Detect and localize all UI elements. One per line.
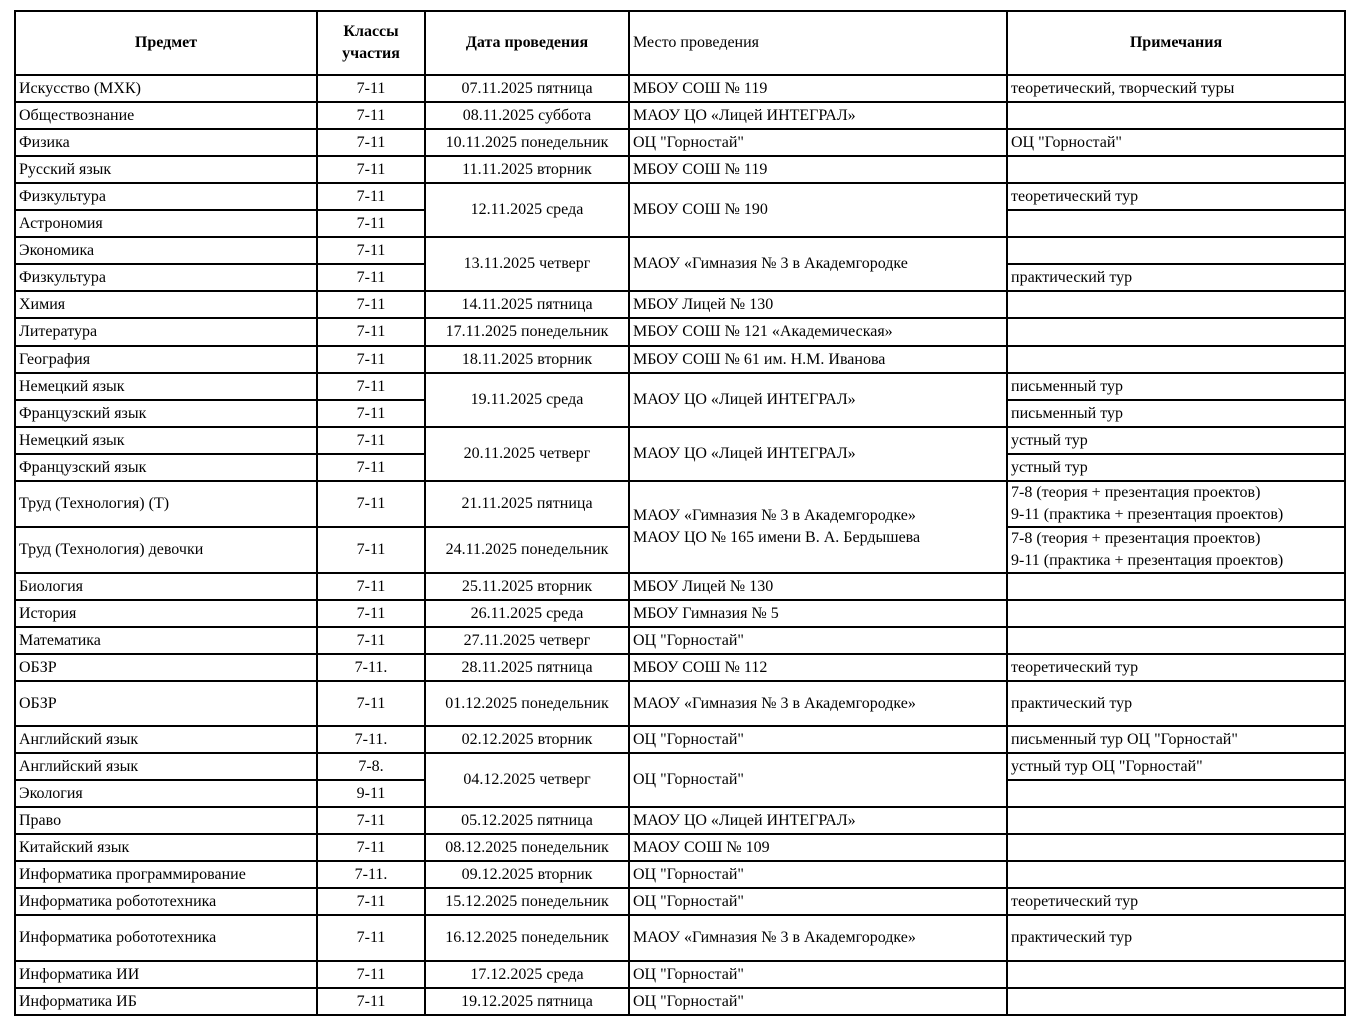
classes-cell: 7-11: [317, 318, 425, 346]
place-cell: МАОУ «Гимназия № 3 в Академгородке»: [629, 681, 1007, 726]
place-cell: МАОУ ЦО «Лицей ИНТЕГРАЛ»: [629, 373, 1007, 427]
classes-cell: 7-11: [317, 681, 425, 726]
table-row: [15, 237, 1345, 264]
notes-cell: ОЦ "Горностай": [1007, 129, 1345, 156]
place-cell: МАОУ СОШ № 109: [629, 834, 1007, 861]
notes-cell: практический тур: [1007, 681, 1345, 726]
notes-cell: письменный тур ОЦ "Горностай": [1007, 726, 1345, 753]
date-cell: 27.11.2025 четверг: [425, 627, 629, 654]
table-row: [15, 573, 1345, 600]
classes-cell: 7-11: [317, 291, 425, 318]
classes-cell: 7-11: [317, 264, 425, 291]
place-cell: МБОУ СОШ № 121 «Академическая»: [629, 318, 1007, 346]
subject-cell: Физкультура: [15, 264, 317, 291]
notes-cell: [1007, 102, 1345, 129]
date-cell: 13.11.2025 четверг: [425, 237, 629, 291]
date-cell: 26.11.2025 среда: [425, 600, 629, 627]
table-row: [15, 183, 1345, 210]
date-cell: 02.12.2025 вторник: [425, 726, 629, 753]
notes-cell: [1007, 573, 1345, 600]
date-cell: 14.11.2025 пятница: [425, 291, 629, 318]
classes-cell: 7-11: [317, 834, 425, 861]
header-classes: Классы участия: [317, 11, 425, 75]
subject-cell: Труд (Технология) девочки: [15, 527, 317, 573]
date-cell: 15.12.2025 понедельник: [425, 888, 629, 915]
date-cell: 25.11.2025 вторник: [425, 573, 629, 600]
subject-cell: Труд (Технология) (Т): [15, 481, 317, 527]
table-row: [15, 915, 1345, 961]
date-cell: 19.12.2025 пятница: [425, 988, 629, 1015]
place-cell: МБОУ Лицей № 130: [629, 291, 1007, 318]
notes-cell: [1007, 961, 1345, 988]
table-row: [15, 102, 1345, 129]
notes-line: 7-8 (теория + презентация проектов): [1011, 530, 1261, 547]
classes-cell: 7-11: [317, 129, 425, 156]
table-row: [15, 156, 1345, 183]
subject-cell: Информатика робототехника: [15, 915, 317, 961]
classes-cell: 9-11: [317, 780, 425, 807]
classes-cell: 7-11: [317, 75, 425, 102]
classes-cell: 7-11: [317, 915, 425, 961]
table-row: [15, 654, 1345, 681]
date-cell: 05.12.2025 пятница: [425, 807, 629, 834]
classes-cell: 7-11.: [317, 861, 425, 888]
date-cell: 01.12.2025 понедельник: [425, 681, 629, 726]
classes-cell: 7-11: [317, 961, 425, 988]
subject-cell: Немецкий язык: [15, 373, 317, 400]
notes-cell: письменный тур: [1007, 373, 1345, 400]
notes-cell: [1007, 988, 1345, 1015]
classes-cell: 7-11: [317, 627, 425, 654]
date-cell: 10.11.2025 понедельник: [425, 129, 629, 156]
date-cell: 17.11.2025 понедельник: [425, 318, 629, 346]
notes-cell: [1007, 481, 1345, 527]
notes-cell: устный тур: [1007, 427, 1345, 454]
place-cell: МБОУ СОШ № 190: [629, 183, 1007, 237]
classes-cell: 7-11: [317, 373, 425, 400]
table-row: [15, 834, 1345, 861]
table-row: [15, 129, 1345, 156]
table-row: [15, 373, 1345, 400]
classes-cell: 7-11: [317, 527, 425, 573]
date-cell: 20.11.2025 четверг: [425, 427, 629, 481]
subject-cell: Право: [15, 807, 317, 834]
place-cell: ОЦ "Горностай": [629, 726, 1007, 753]
subject-cell: Обществознание: [15, 102, 317, 129]
header-date: Дата проведения: [425, 11, 629, 75]
classes-cell: 7-8.: [317, 753, 425, 780]
table-row: [15, 753, 1345, 780]
subject-cell: Литература: [15, 318, 317, 346]
notes-cell: [1007, 318, 1345, 346]
classes-cell: 7-11: [317, 346, 425, 373]
place-line: МАОУ «Гимназия № 3 в Академгородке»: [633, 507, 916, 524]
classes-cell: 7-11: [317, 888, 425, 915]
place-cell: МБОУ Гимназия № 5: [629, 600, 1007, 627]
table-row: [15, 961, 1345, 988]
table-row: [15, 427, 1345, 454]
date-cell: 17.12.2025 среда: [425, 961, 629, 988]
subject-cell: Русский язык: [15, 156, 317, 183]
place-cell: ОЦ "Горностай": [629, 961, 1007, 988]
notes-cell: теоретический тур: [1007, 888, 1345, 915]
subject-cell: Искусство (МХК): [15, 75, 317, 102]
subject-cell: Информатика программирование: [15, 861, 317, 888]
subject-cell: География: [15, 346, 317, 373]
subject-cell: Информатика ИБ: [15, 988, 317, 1015]
place-cell: МАОУ ЦО «Лицей ИНТЕГРАЛ»: [629, 427, 1007, 481]
notes-cell: [1007, 210, 1345, 237]
table-row: [15, 807, 1345, 834]
table-row: [15, 888, 1345, 915]
subject-cell: Биология: [15, 573, 317, 600]
date-cell: 21.11.2025 пятница: [425, 481, 629, 527]
notes-cell: теоретический тур: [1007, 183, 1345, 210]
notes-cell: [1007, 527, 1345, 573]
table-row: [15, 627, 1345, 654]
notes-cell: [1007, 627, 1345, 654]
subject-cell: Китайский язык: [15, 834, 317, 861]
place-cell: МБОУ СОШ № 119: [629, 156, 1007, 183]
place-cell: МАОУ ЦО «Лицей ИНТЕГРАЛ»: [629, 102, 1007, 129]
place-cell: МАОУ «Гимназия № 3 в Академгородке»: [629, 915, 1007, 961]
subject-cell: ОБЗР: [15, 681, 317, 726]
notes-cell: [1007, 156, 1345, 183]
notes-cell: устный тур ОЦ "Горностай": [1007, 753, 1345, 780]
place-line: МАОУ ЦО № 165 имени В. А. Бердышева: [633, 529, 921, 546]
classes-cell: 7-11: [317, 807, 425, 834]
header-row: [15, 11, 1345, 75]
place-cell: [629, 481, 1007, 573]
classes-cell: 7-11: [317, 573, 425, 600]
date-cell: 18.11.2025 вторник: [425, 346, 629, 373]
subject-cell: Английский язык: [15, 726, 317, 753]
notes-line: 9-11 (практика + презентация проектов): [1011, 552, 1284, 569]
place-cell: МБОУ СОШ № 119: [629, 75, 1007, 102]
classes-cell: 7-11: [317, 481, 425, 527]
classes-cell: 7-11: [317, 102, 425, 129]
notes-cell: теоретический, творческий туры: [1007, 75, 1345, 102]
classes-cell: 7-11: [317, 988, 425, 1015]
date-cell: 08.12.2025 понедельник: [425, 834, 629, 861]
place-cell: ОЦ "Горностай": [629, 129, 1007, 156]
notes-cell: [1007, 807, 1345, 834]
subject-cell: История: [15, 600, 317, 627]
date-cell: 16.12.2025 понедельник: [425, 915, 629, 961]
subject-cell: Информатика ИИ: [15, 961, 317, 988]
notes-cell: теоретический тур: [1007, 654, 1345, 681]
notes-cell: [1007, 237, 1345, 264]
subject-cell: ОБЗР: [15, 654, 317, 681]
olympiad-schedule-table: [14, 10, 1346, 1016]
notes-cell: письменный тур: [1007, 400, 1345, 427]
place-cell: ОЦ "Горностай": [629, 753, 1007, 807]
classes-cell: 7-11.: [317, 726, 425, 753]
classes-cell: 7-11: [317, 237, 425, 264]
header-notes: Примечания: [1007, 11, 1345, 75]
place-cell: ОЦ "Горностай": [629, 627, 1007, 654]
classes-cell: 7-11: [317, 183, 425, 210]
subject-cell: Английский язык: [15, 753, 317, 780]
subject-cell: Химия: [15, 291, 317, 318]
notes-cell: [1007, 780, 1345, 807]
classes-cell: 7-11: [317, 427, 425, 454]
classes-cell: 7-11.: [317, 654, 425, 681]
table-row: [15, 75, 1345, 102]
notes-cell: устный тур: [1007, 454, 1345, 481]
date-cell: 28.11.2025 пятница: [425, 654, 629, 681]
place-cell: ОЦ "Горностай": [629, 988, 1007, 1015]
table-row: [15, 726, 1345, 753]
date-cell: 04.12.2025 четверг: [425, 753, 629, 807]
table-row: [15, 600, 1345, 627]
notes-line: 9-11 (практика + презентация проектов): [1011, 506, 1284, 523]
table-row: [15, 346, 1345, 373]
table-row: [15, 481, 1345, 527]
subject-cell: Информатика робототехника: [15, 888, 317, 915]
classes-cell: 7-11: [317, 156, 425, 183]
table-row: [15, 318, 1345, 346]
date-cell: 24.11.2025 понедельник: [425, 527, 629, 573]
subject-cell: Немецкий язык: [15, 427, 317, 454]
classes-cell: 7-11: [317, 454, 425, 481]
date-cell: 07.11.2025 пятница: [425, 75, 629, 102]
notes-cell: [1007, 834, 1345, 861]
subject-cell: Экономика: [15, 237, 317, 264]
place-cell: МАОУ «Гимназия № 3 в Академгородке: [629, 237, 1007, 291]
header-subject: Предмет: [15, 11, 317, 75]
classes-cell: 7-11: [317, 600, 425, 627]
notes-cell: [1007, 600, 1345, 627]
date-cell: 12.11.2025 среда: [425, 183, 629, 237]
place-cell: ОЦ "Горностай": [629, 861, 1007, 888]
place-cell: МБОУ Лицей № 130: [629, 573, 1007, 600]
subject-cell: Физика: [15, 129, 317, 156]
subject-cell: Французский язык: [15, 400, 317, 427]
notes-cell: практический тур: [1007, 915, 1345, 961]
table-row: [15, 861, 1345, 888]
place-cell: МБОУ СОШ № 61 им. Н.М. Иванова: [629, 346, 1007, 373]
classes-cell: 7-11: [317, 210, 425, 237]
notes-cell: практический тур: [1007, 264, 1345, 291]
notes-line: 7-8 (теория + презентация проектов): [1011, 484, 1261, 501]
subject-cell: Французский язык: [15, 454, 317, 481]
date-cell: 09.12.2025 вторник: [425, 861, 629, 888]
subject-cell: Астрономия: [15, 210, 317, 237]
table-row: [15, 681, 1345, 726]
place-cell: ОЦ "Горностай": [629, 888, 1007, 915]
date-cell: 08.11.2025 суббота: [425, 102, 629, 129]
table-row: [15, 988, 1345, 1015]
notes-cell: [1007, 346, 1345, 373]
subject-cell: Экология: [15, 780, 317, 807]
place-cell: МАОУ ЦО «Лицей ИНТЕГРАЛ»: [629, 807, 1007, 834]
classes-cell: 7-11: [317, 400, 425, 427]
header-place: Место проведения: [629, 11, 1007, 75]
place-cell: МБОУ СОШ № 112: [629, 654, 1007, 681]
table-row: [15, 291, 1345, 318]
date-cell: 19.11.2025 среда: [425, 373, 629, 427]
notes-cell: [1007, 291, 1345, 318]
subject-cell: Математика: [15, 627, 317, 654]
notes-cell: [1007, 861, 1345, 888]
date-cell: 11.11.2025 вторник: [425, 156, 629, 183]
subject-cell: Физкультура: [15, 183, 317, 210]
